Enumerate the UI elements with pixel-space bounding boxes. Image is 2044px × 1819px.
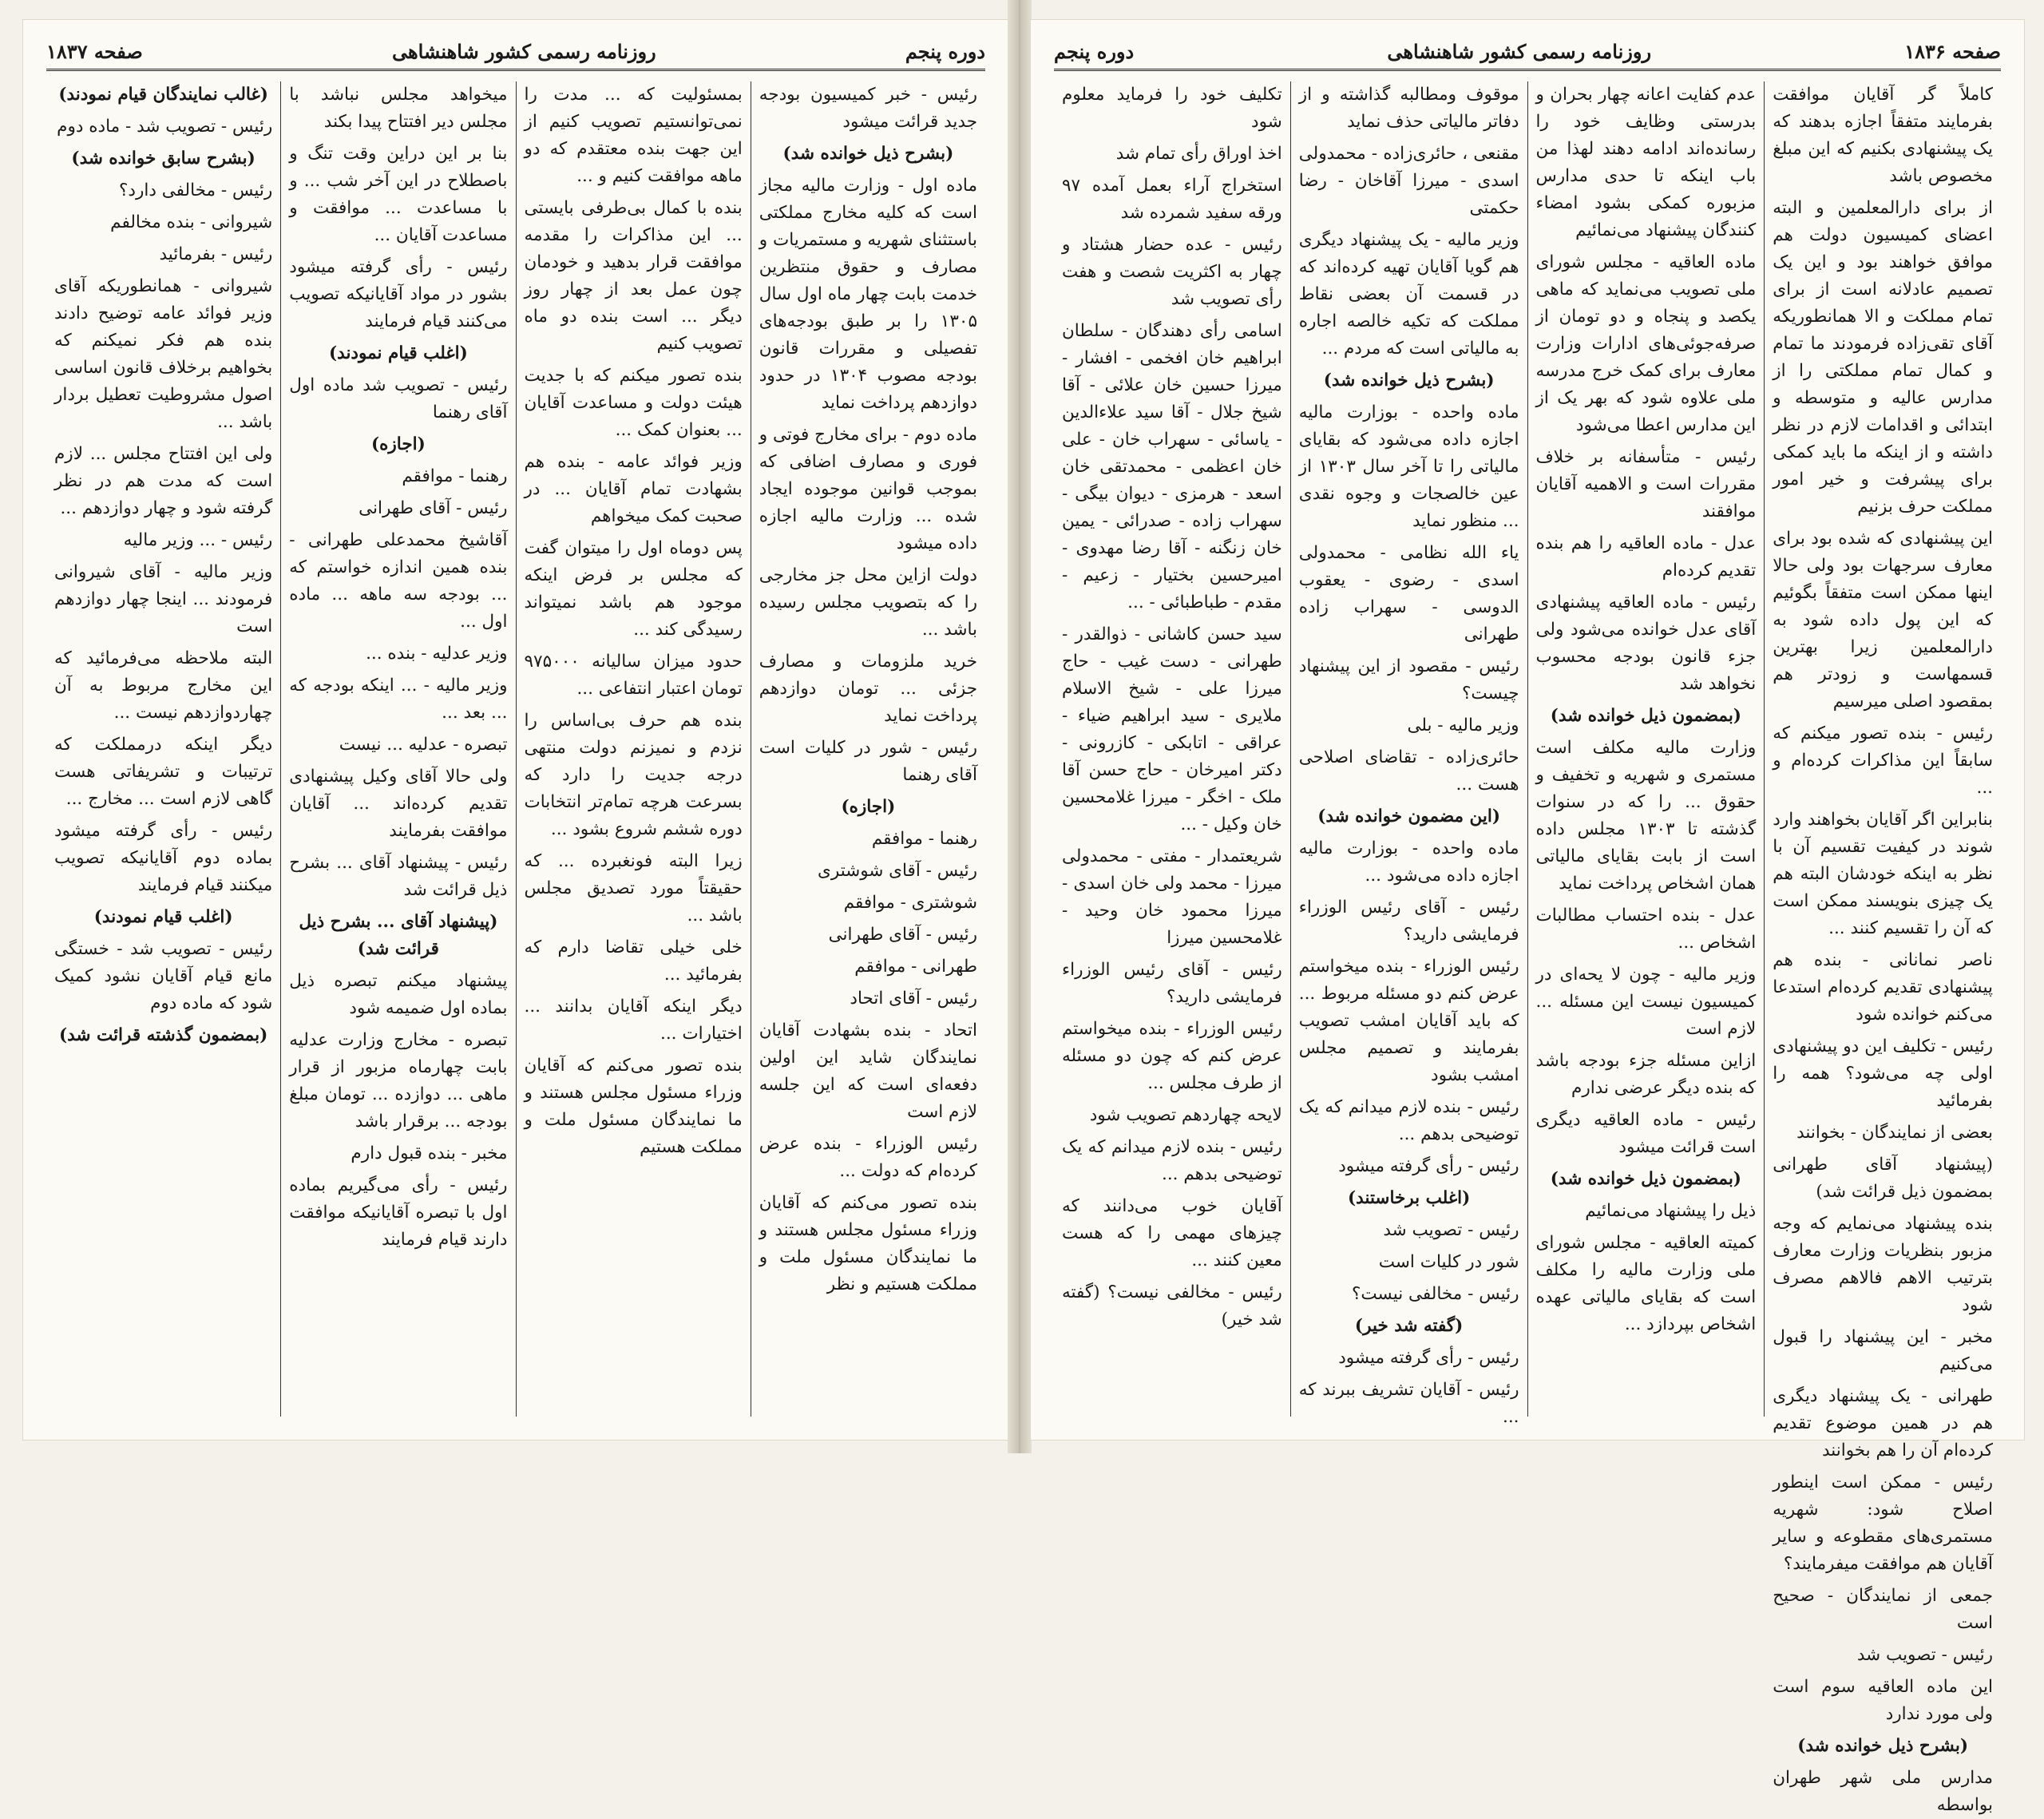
paragraph: تبصره - عدلیه ... نیست <box>339 735 508 755</box>
book-gutter <box>1008 0 1032 1453</box>
paragraph: این ماده العاقیه سوم است ولی مورد ندارد <box>1773 1677 1993 1724</box>
paragraph: طهرانی - موافقم <box>854 957 977 977</box>
paragraph: شوشتری - موافقم <box>843 893 977 913</box>
paragraph: رئیس - بنده تصور میکنم که سابقاً این مذاکرات کرده‌ام و ... <box>1773 723 1993 798</box>
header-period: دوره پنجم <box>1054 39 1135 63</box>
paragraph: موقوف ومطالبه گذاشته و از دفاتر مالیاتی حذف نماید <box>1298 85 1519 132</box>
paragraph: اخذ اوراق رأی تمام شد <box>1115 144 1282 164</box>
paragraph: شریعتمدار - مفتی - محمدولی میرزا - محمد ولی خان اسدی - میرزا محمود خان وحید - غلامحسین میرزا <box>1062 846 1282 948</box>
paragraph: مخبر - این پیشنهاد را قبول می‌کنیم <box>1773 1327 1993 1374</box>
paragraph: لایحه چهاردهم تصویب شود <box>1089 1105 1282 1125</box>
text-column <box>1765 81 2001 1815</box>
paragraph: رئیس - رأی گرفته میشود <box>1338 1348 1519 1368</box>
paragraph: (بشرح سابق خوانده شد) <box>71 149 256 168</box>
header-title: روزنامه رسمی کشور شاهنشاهی <box>1387 39 1652 63</box>
paragraph: وزیر مالیه - بلی <box>1407 715 1519 735</box>
paragraph: تبصره - مخارج وزارت عدلیه بابت چهارماه مزبور از قرار ماهی ... دوازده ... تومان مبلغ بودجه ... برقرار باشد <box>289 1030 508 1131</box>
paragraph: (بمضمون ذیل خوانده شد) <box>1550 1169 1741 1189</box>
paragraph: رئیس - خبر کمیسیون بودجه جدید قرائت میشود <box>759 85 977 132</box>
paragraph: خرید ملزومات و مصارف جزئی ... تومان دوازدهم پرداخت نماید <box>759 652 977 726</box>
paragraph: شور در کلیات است <box>1378 1252 1519 1272</box>
paragraph: دولت ازاین محل جز مخارجی را که بتصویب مجلس رسیده باشد ... <box>759 565 977 640</box>
paragraph: حائری‌زاده - تقاضای اصلاحی هست ... <box>1298 747 1519 795</box>
paragraph: رئیس - آقای شوشتری <box>818 861 977 881</box>
paragraph: (گفته شد خیر) <box>1354 1316 1464 1336</box>
text-column <box>1528 81 1765 1417</box>
paragraph: رئیس - تصویب شد - خستگی مانع قیام آقایان نشود کمیک شود که ماده دوم <box>54 939 273 1013</box>
paragraph: (اغلب برخاستند) <box>1348 1188 1471 1208</box>
left-page <box>22 19 1009 1441</box>
paragraph: ازاین مسئله جزء بودجه باشد که بنده دیگر عرضی ندارم <box>1535 1051 1757 1098</box>
paragraph: رئیس - ماده العاقیه دیگری است قرائت میشود <box>1535 1110 1757 1157</box>
paragraph: رئیس - تصویب شد ماده اول آقای رهنما <box>289 375 508 422</box>
paragraph: (بشرح ذیل خوانده شد) <box>1797 1736 1968 1756</box>
paragraph: وزیر فوائد عامه - بنده هم بشهادت تمام آقایان ... در صحبت کمک میخواهم <box>524 452 743 526</box>
paragraph: ماده العاقیه - مجلس شورای ملی تصویب می‌نماید که ماهی یکصد و پنجاه و دو تومان از صرفه‌جوئی‌های ادارات وزارت معارف برای کمک خرج مدرسه ملی علاوه شود که بهر یک از این مدارس اعطا می‌شود <box>1535 252 1757 435</box>
paragraph: رئیس - رأی گرفته میشود <box>1338 1156 1519 1176</box>
paragraph: رهنما - موافقم <box>871 829 977 849</box>
paragraph: پیشنهاد میکنم تبصره ذیل بماده اول ضمیمه شود <box>289 971 508 1018</box>
paragraph: بمسئولیت که ... مدت را نمی‌توانستیم تصویب کنیم از این جهت بنده معتقدم که دو ماهه موافقت کنیم و ... <box>524 85 743 186</box>
paragraph: رئیس - مخالفی دارد؟ <box>119 180 273 200</box>
paragraph: رئیس - مخالفی نیست؟ <box>1352 1284 1519 1304</box>
right-page-columns <box>1054 81 2001 1815</box>
paragraph: رئیس - عده حضار هشتاد و چهار به اکثریت شصت و هفت رأی تصویب شد <box>1062 235 1282 309</box>
paragraph: زیرا البته فونغبرده ... که حقیقتاً مورد تصدیق مجلس باشد ... <box>524 851 743 925</box>
paragraph: رئیس - آقای رئیس الوزراء فرمایشی دارید؟ <box>1298 898 1519 945</box>
text-column <box>1291 81 1528 1427</box>
paragraph: رئیس - مقصود از این پیشنهاد چیست؟ <box>1298 656 1519 703</box>
paragraph: رئیس - آقای طهرانی <box>358 498 508 518</box>
text-column <box>281 81 516 1417</box>
paragraph: بنده تصور می‌کنم که آقایان وزراء مسئول مجلس هستند و ما نمایندگان مسئول ملت و مملکت هستیم و نظر <box>759 1193 977 1294</box>
paragraph: مخبر - بنده قبول دارم <box>351 1143 508 1163</box>
paragraph: کمیته العاقیه - مجلس شورای ملی وزارت مالیه را مکلف است که بقایای مالیاتی عهده اشخاص بپردازد ... <box>1535 1233 1757 1334</box>
paragraph: ولی حالا آقای وکیل پیشنهادی تقدیم کرده‌اند ... آقایان موافقت بفرمایند <box>289 767 508 841</box>
header-page-label: صفحه ۱۸۳۶ <box>1904 39 2001 63</box>
paragraph: رئیس - تصویب شد - ماده دوم <box>57 117 273 137</box>
paragraph: رئیس - تصویب شد <box>1383 1220 1519 1240</box>
paragraph: (اجازه) <box>841 797 896 817</box>
paragraph: رئیس - پیشنهاد آقای ... بشرح ذیل قرائت شد <box>289 853 508 900</box>
paragraph: بنابراین اگر آقایان بخواهند وارد شوند در کیفیت تقسیم آن با نظر به اینکه خودشان البته هم یک چیزی بنویسند ممکن است که آن را تقسیم کنند ... <box>1773 810 1993 938</box>
paragraph: رئیس - بنده لازم میدانم که یک توضیحی بدهم ... <box>1062 1137 1282 1184</box>
paragraph: رئیس - شور در کلیات است آقای رهنما <box>759 738 977 785</box>
paragraph: آقایان خوب می‌دانند که چیزهای مهمی را که هست معین کنند ... <box>1062 1196 1282 1270</box>
paragraph: وزیر مالیه - یک پیشنهاد دیگری هم گویا آقایان تهیه کرده‌اند که در قسمت آن بعضی نقاط مملکت که تکیه خالصه اجاره به مالیاتی است که مردم ... <box>1298 230 1519 359</box>
text-column <box>517 81 751 1417</box>
paragraph: رئیس - بفرمائید <box>159 244 273 264</box>
paragraph: پس دوماه اول را میتوان گفت که مجلس بر فرض اینکه موجود هم باشد نمیتواند رسیدگی کند ... <box>524 538 743 640</box>
paragraph: ماده دوم - برای مخارج فوتی و فوری و مصارف اضافی که بموجب قوانین موجوده ایجاد شده ... وزارت مالیه اجازه داده میشود <box>759 425 977 553</box>
paragraph: اسامی رأی دهندگان - سلطان ابراهیم خان افخمی - افشار - میرزا حسین خان علائی - آقا شیخ جلال - آقا سید علاءالدین - یاسائی - سهراب خان - علی خان اعظمی - محمدتقی خان اسعد - هرمزی - دیوان بیگی - سهراب زاده - صدرائی - یمین خان زنگنه - آقا رضا مهدوی - امیرحسین بختیار - زعیم - مقدم - طباطبائی - ... <box>1062 321 1282 612</box>
text-column <box>751 81 985 1417</box>
paragraph: رئیس الوزراء - بنده میخواستم عرض کنم که چون دو مسئله از طرف مجلس ... <box>1062 1019 1282 1093</box>
paragraph: رئیس - آقای طهرانی <box>828 925 977 945</box>
paragraph: رئیس - متأسفانه بر خلاف مقررات است و الاهمیه آقایان موافقند <box>1535 447 1757 521</box>
paragraph: دیگر اینکه درمملکت که ترتیبات و تشریفاتی هست گاهی لازم است ... مخارج ... <box>54 735 273 809</box>
page-header <box>1054 34 2001 71</box>
paragraph: رئیس - تصویب شد <box>1856 1645 1993 1665</box>
text-column <box>46 81 281 1417</box>
paragraph: سید حسن کاشانی - ذوالقدر - طهرانی - دست غیب - حاج میرزا علی - شیخ الاسلام ملایری - سید ابراهیم ضیاء - عراقی - اتابکی - کازرونی - دکتر امیرخان - حاج حسن آقا ملک - اخگر - میرزا غلامحسین خان وکیل - ... <box>1062 624 1282 834</box>
paragraph: عدل - ماده العاقیه را هم بنده تقدیم کرده‌ام <box>1535 533 1757 581</box>
paragraph: بنا بر این دراین وقت تنگ و باصطلاح در این آخر شب ... و با مساعدت ... موافقت و مساعدت آقایان ... <box>289 144 508 245</box>
paragraph: استخراج آراء بعمل آمده ۹۷ ورقه سفید شمرده شد <box>1062 176 1282 223</box>
paragraph: رئیس - تکلیف این دو پیشنهادی اولی چه می‌شود؟ همه را بفرمائید <box>1773 1036 1993 1111</box>
text-column <box>1054 81 1291 1417</box>
paragraph: (این مضمون خوانده شد) <box>1317 806 1501 826</box>
paragraph: طهرانی - یک پیشنهاد دیگری هم در همین موضوع تقدیم کرده‌ام آن را هم بخوانند <box>1773 1386 1993 1460</box>
paragraph: رئیس - مخالفی نیست؟ (گفته شد خیر) <box>1062 1282 1282 1330</box>
paragraph: رئیس - رأی گرفته میشود بشور در مواد آقایانیکه تصویب می‌کنند قیام فرمایند <box>289 257 508 331</box>
paragraph: عدل - بنده احتساب مطالبات اشخاص ... <box>1535 906 1757 953</box>
paragraph: عدم کفایت اعانه چهار بحران و بدرستی وظایف خود را رسانده‌اند ادامه دهند لهذا من باب اینکه تا حدی مدارس مزبوره کمکی بشود امضاء کنندگان پیشنهاد می‌نمائیم <box>1535 85 1757 240</box>
paragraph: رئیس - بنده لازم میدانم که یک توضیحی بدهم ... <box>1298 1097 1519 1144</box>
paragraph: (اغلب قیام نمودند) <box>93 907 233 927</box>
paragraph: رهنما - موافقم <box>402 466 508 486</box>
paragraph: (غالب نمایندگان قیام نمودند) <box>58 85 268 105</box>
paragraph: وزیر مالیه - ... اینکه بودجه که ... بعد ... <box>289 676 508 723</box>
paragraph: کاملاً گر آقایان موافقت بفرمایند متفقاً اجازه بدهند که یک پیشنهادی بکنیم که این مبلغ مخصوص باشد <box>1773 85 1993 186</box>
paragraph: (اغلب قیام نمودند) <box>328 343 468 363</box>
paragraph: مقنعی ، حائری‌زاده - محمدولی اسدی - میرزا آقاخان - رضا حکمتی <box>1298 144 1519 218</box>
paragraph: وزیر عدلیه - بنده ... <box>366 644 508 664</box>
paragraph: بنده با کمال بی‌طرفی بایستی ... این مذاکرات را مقدمه موافقت قرار بدهید و خودمان چون عمل بعد از چهار روز دیگر ... است بنده دو ماه تصویب کنیم <box>524 198 743 354</box>
paragraph: رئیس - ... وزیر مالیه <box>123 530 273 550</box>
paragraph: آقاشیخ محمدعلی طهرانی - بنده همین اندازه خواستم که ... بودجه سه ماهه ... ماده اول ... <box>289 530 508 632</box>
right-page <box>1030 19 2025 1815</box>
paragraph: شیروانی - همانطوریکه آقای وزیر فوائد عامه توضیح دادند بنده هم فکر نمیکنم که بخواهیم برخلاف قانون اساسی اصول مشروطیت تعطیل بردار باشد ... <box>54 276 273 432</box>
paragraph: بنده تصور میکنم که با جدیت هیئت دولت و مساعدت آقایان ... بعنوان کمک ... <box>524 366 743 440</box>
header-period: دوره پنجم <box>905 39 985 63</box>
paragraph: رئیس - ماده العاقیه پیشنهادی آقای عدل خوانده می‌شود ولی جزء قانون بودجه محسوب نخواهد شد <box>1535 592 1757 694</box>
paragraph: ماده واحده - بوزارت مالیه اجازه داده می‌شود که بقایای مالیاتی را تا آخر سال ۱۳۰۳ از عین خالصجات و وجوه نقدی ... منظور نماید <box>1298 402 1519 531</box>
paragraph: رئیس - آقای رئیس الوزراء فرمایشی دارید؟ <box>1062 960 1282 1007</box>
paragraph: البته ملاحظه می‌فرمائید که این مخارج مربوط به آن چهاردوازدهم نیست ... <box>54 648 273 723</box>
paragraph: شیروانی - بنده مخالفم <box>110 212 273 232</box>
paragraph: وزارت مالیه مکلف است مستمری و شهریه و تخفیف و حقوق ... را که در سنوات گذشته تا ۱۳۰۳ مجلس داده است از بابت بقایای مالیاتی همان اشخاص پرداخت نماید <box>1535 738 1757 894</box>
paragraph: رئیس الوزراء - بنده میخواستم عرض کنم دو مسئله مربوط ... که باید آقایان امشب تصویب بفرمایند و تصمیم مجلس امشب بشود <box>1298 957 1519 1085</box>
paragraph: تکلیف خود را فرماید معلوم شود <box>1062 85 1282 132</box>
paragraph: اتحاد - بنده بشهادت آقایان نمایندگان شاید این اولین دفعه‌ای است که این جلسه لازم است <box>759 1020 977 1122</box>
paragraph: بنده تصور می‌کنم که آقایان وزراء مسئول مجلس هستند و ما نمایندگان مسئول ملت و مملکت هستیم <box>524 1056 743 1157</box>
paragraph: خلی خیلی تقاضا دارم که بفرمائید ... <box>524 937 743 985</box>
paragraph: وزیر مالیه - آقای شیروانی فرمودند ... اینجا چهار دوازدهم است <box>54 562 273 636</box>
paragraph: (پیشنهاد آقای ... بشرح ذیل قرائت شد) <box>299 912 498 959</box>
paragraph: وزیر مالیه - چون لا یحه‌ای در کمیسیون نیست این مسئله ... لازم است <box>1535 965 1757 1039</box>
paragraph: رئیس - رأی گرفته میشود بماده دوم آقایانیکه تصویب میکنند قیام فرمایند <box>54 821 273 895</box>
paragraph: ولی این افتتاح مجلس ... لازم است که مدت هم در نظر گرفته شود و چهار دوازدهم ... <box>54 444 273 518</box>
header-page-label: صفحه ۱۸۳۷ <box>46 39 143 63</box>
paragraph: رئیس الوزراء - بنده عرض کرده‌ام که دولت ... <box>759 1134 977 1181</box>
header-title: روزنامه رسمی کشور شاهنشاهی <box>391 39 656 63</box>
left-page-columns <box>46 81 985 1417</box>
paragraph: (بشرح ذیل خوانده شد) <box>782 144 954 164</box>
paragraph: یاء الله نظامی - محمدولی اسدی - رضوی - یعقوب الدوسی - سهراب زاده طهرانی <box>1298 543 1519 644</box>
paragraph: بنده هم حرف بی‌اساس را نزدم و نمیزنم دولت منتهی درجه جدیت را دارد که بسرعت هرچه تمام‌تر انتخابات دوره ششم شروع بشود ... <box>524 711 743 839</box>
paragraph: جمعی از نمایندگان - صحیح است <box>1773 1586 1993 1633</box>
paragraph: (بمضمون گذشته قرائت شد) <box>59 1025 268 1045</box>
paragraph: ماده اول - وزارت مالیه مجاز است که کلیه مخارج مملکتی باستثنای شهریه و مستمریات و مصارف و حقوق منتظرین خدمت بابت چهار ماه اول سال ۱۳۰۵ را بر طبق بودجه‌های تفصیلی و مقررات قانون بودجه مصوب ۱۳۰۴ در حدود دوازدهم پرداخت نماید <box>759 176 977 413</box>
paragraph: رئیس - آقایان تشریف ببرند که ... <box>1298 1380 1519 1427</box>
paragraph: (بشرح ذیل خوانده شد) <box>1323 371 1495 390</box>
paragraph: میخواهد مجلس نباشد با مجلس دیر افتتاح پیدا بکند <box>289 85 508 132</box>
page-header <box>46 34 985 71</box>
paragraph: (اجازه) <box>370 434 426 454</box>
paragraph: از برای دارالمعلمین و البته اعضای کمیسیون دولت هم موافق خواهند بود و این یک تصمیم عادلانه است از برای تمام مملکت و الا همانطوریکه آقای تقی‌زاده فرمودند ما تمام و کمال تمام مملکتی را از مدارس عالیه و متوسطه و ابتدائی و اقدامات لازم در نظر داشته و از اینکه ما باید کمکی برای پیشرفت و خیر امور مملکت حرف بزنیم <box>1773 198 1993 517</box>
paragraph: حدود میزان سالیانه ۹۷۵۰۰۰ تومان اعتبار انتفاعی ... <box>524 652 743 699</box>
paragraph: رئیس - رأی می‌گیریم بماده اول با تبصره آقایانیکه موافقت دارند قیام فرمایند <box>289 1175 508 1250</box>
paragraph: ماده واحده - بوزارت مالیه اجازه داده می‌شود ... <box>1298 838 1519 886</box>
paragraph: این پیشنهادی که شده بود برای معارف سرجهات بود ولی حالا اینها ممکن است متفقاً بگوئیم که این پول داده شود به دارالمعلمین زیرا بهترین قسمهاست و زودتر هم بمقصود اصلی میرسیم <box>1773 529 1993 711</box>
paragraph: بنده پیشنهاد می‌نمایم که وجه مزبور بنظریات وزارت معارف بترتیب الاهم فالاهم مصرف شود <box>1773 1214 1993 1315</box>
paragraph: دیگر اینکه آقایان بدانند ... اختیارات ... <box>524 997 743 1044</box>
paragraph: بعضی از نمایندگان - بخوانند <box>1796 1123 1993 1143</box>
paragraph: رئیس - آقای اتحاد <box>850 989 977 1009</box>
paragraph: (بمضمون ذیل خوانده شد) <box>1550 706 1741 726</box>
paragraph: مدارس ملی شهر طهران بواسطه <box>1773 1768 1993 1815</box>
paragraph: رئیس - ممکن است اینطور اصلاح شود: شهریه مستمری‌های مقطوعه و سایر آقایان هم موافقت میفرمایند؟ <box>1773 1472 1993 1574</box>
paragraph: (پیشنهاد آقای طهرانی بمضمون ذیل قرائت شد) <box>1773 1155 1993 1202</box>
paragraph: ناصر نمانانی - بنده هم پیشنهادی تقدیم کرده‌ام استدعا می‌کنم خوانده شود <box>1773 950 1993 1024</box>
paragraph: ذیل را پیشنهاد می‌نمائیم <box>1585 1201 1757 1221</box>
